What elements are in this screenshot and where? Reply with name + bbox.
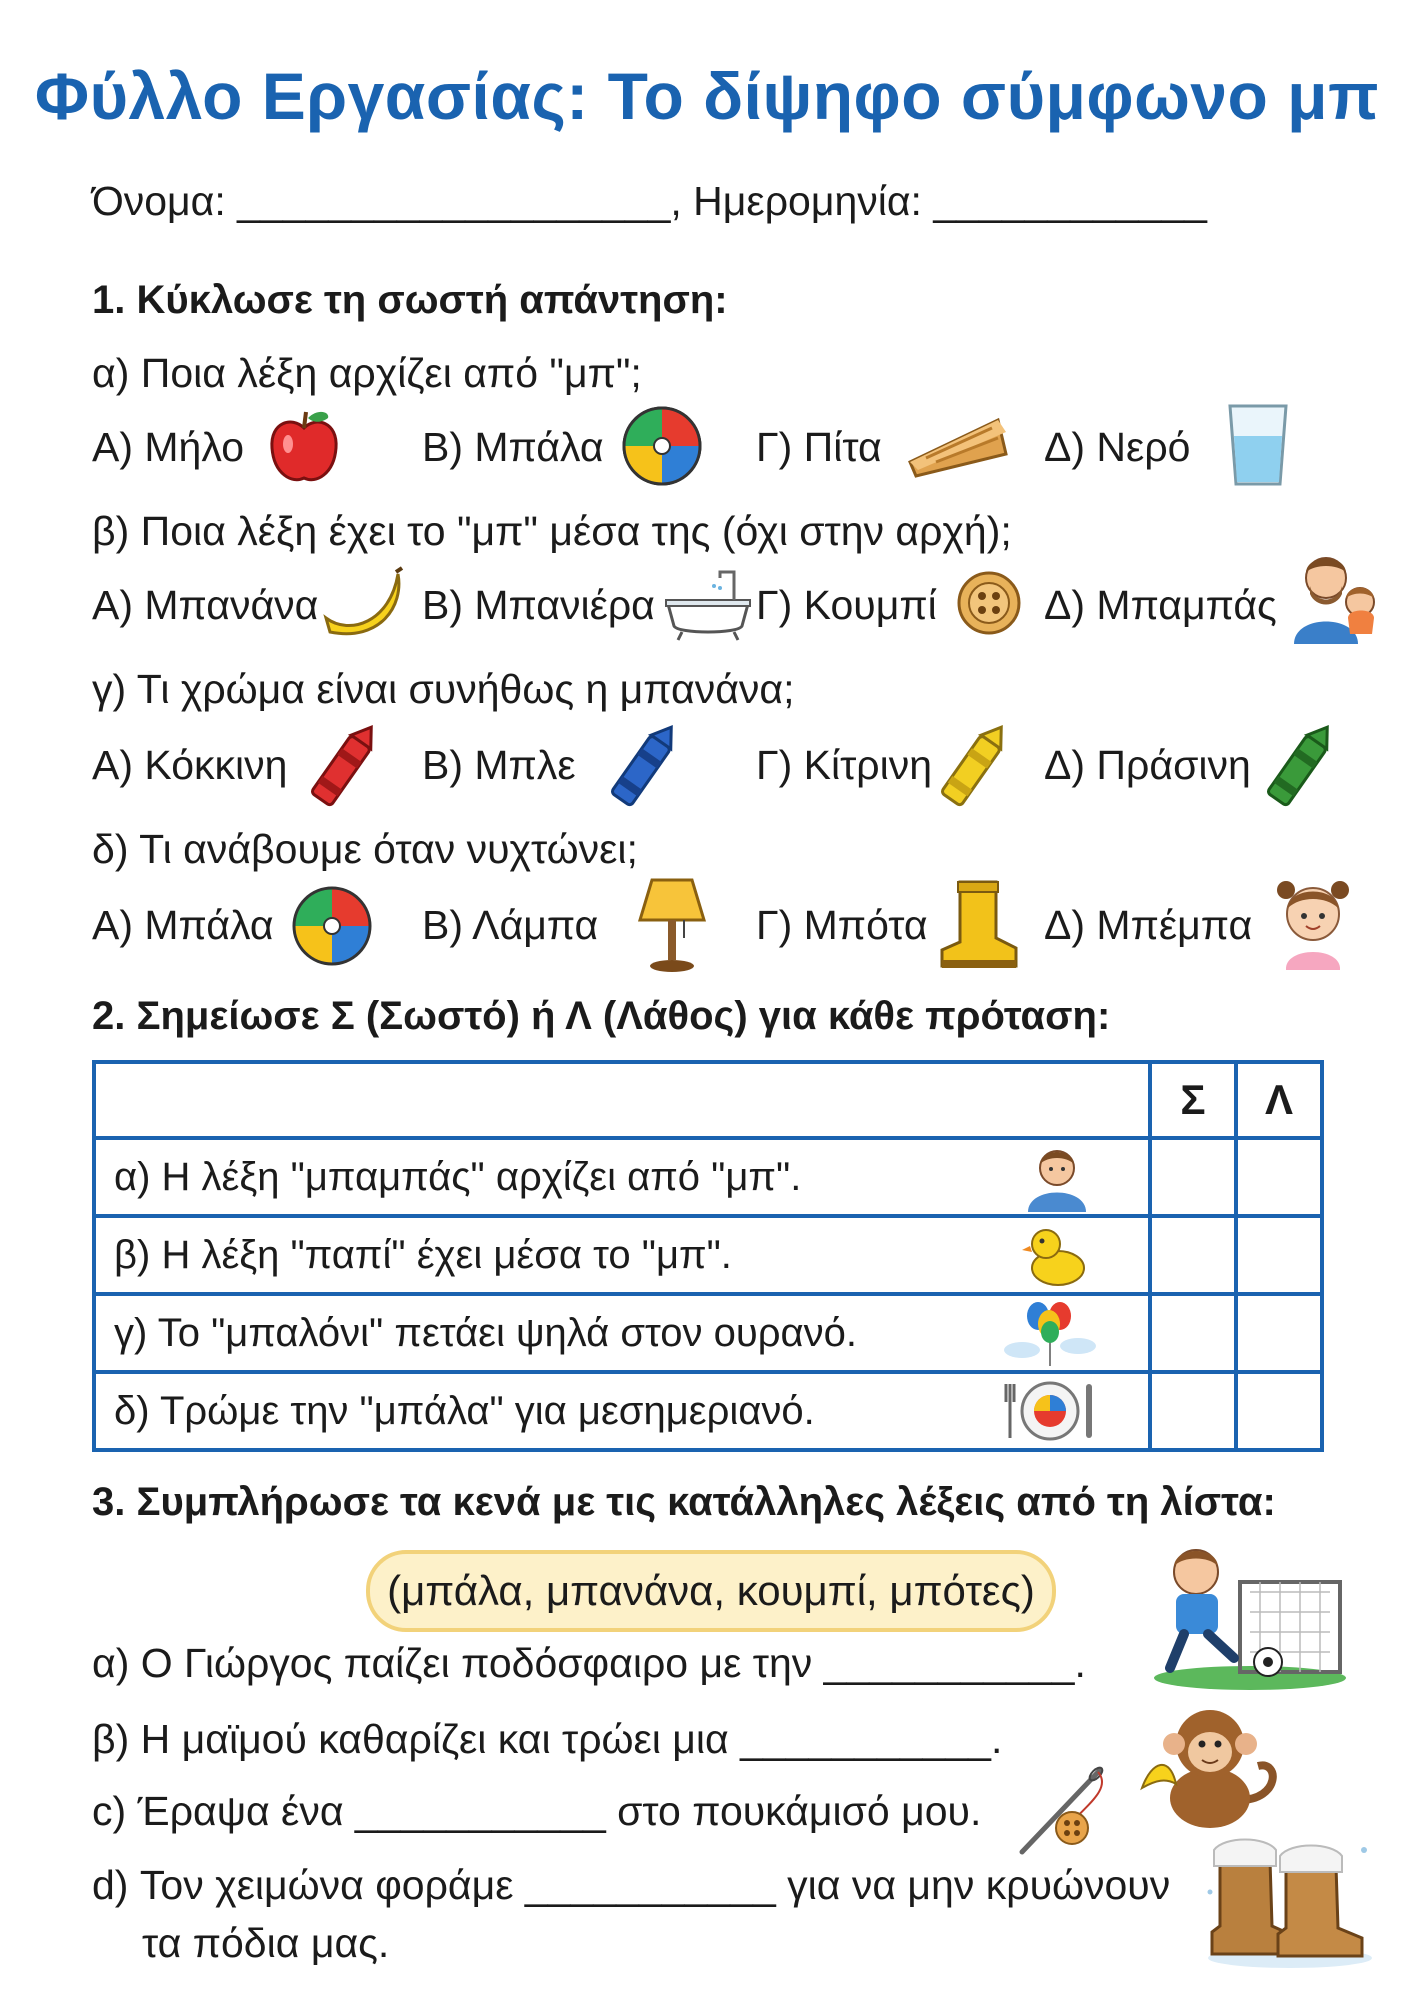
question-d-text: δ) Τι ανάβουμε όταν νυχτώνει; <box>92 826 638 872</box>
false-mark-cell[interactable] <box>1236 1372 1322 1450</box>
q-a-option-a[interactable]: Α) Μήλο <box>92 424 245 470</box>
bathtub-icon <box>664 564 752 644</box>
winter-boots-icon <box>1204 1836 1376 1968</box>
true-false-table <box>92 1060 1324 1452</box>
monkey-banana-icon <box>1130 1700 1280 1830</box>
question-a-text: α) Ποια λέξη αρχίζει από "μπ"; <box>92 350 642 396</box>
man-icon <box>1026 1144 1088 1212</box>
soccer-boy-icon <box>1150 1542 1350 1692</box>
q-c-option-c[interactable]: Γ) Κίτρινη <box>756 742 933 788</box>
q-a-option-c[interactable]: Γ) Πίτα <box>756 424 882 470</box>
section2-heading: 2. Σημείωσε Σ (Σωστό) ή Λ (Λάθος) για κάθε πρόταση: <box>92 994 1111 1038</box>
name-date-line: Όνομα: ___________________, Ημερομηνία: ____________ <box>92 178 1207 224</box>
pie-icon <box>906 410 1010 482</box>
fill-item-b: β) Η μαϊμού καθαρίζει και τρώει μια ___________. <box>92 1716 1003 1762</box>
apple-icon <box>262 404 346 488</box>
true-mark-cell[interactable] <box>1150 1216 1236 1294</box>
q-d-option-a[interactable]: Α) Μπάλα <box>92 902 274 948</box>
beach-ball-icon <box>290 884 374 968</box>
boot-icon <box>936 878 1020 972</box>
table-header-row <box>94 1062 1322 1138</box>
table-row <box>94 1138 1322 1216</box>
question-b-text: β) Ποια λέξη έχει το "μπ" μέσα της (όχι στην αρχή); <box>92 508 1012 554</box>
fill-item-c: c) Έραψα ένα ___________ στο πουκάμισό μου. <box>92 1788 982 1834</box>
q-d-option-c[interactable]: Γ) Μπότα <box>756 902 928 948</box>
table-row <box>94 1216 1322 1294</box>
water-glass-icon <box>1224 400 1292 490</box>
plate-ball-icon <box>1002 1380 1098 1442</box>
statement-cell <box>94 1138 1150 1216</box>
word-bank: (μπάλα, μπανάνα, κουμπί, μπότες) <box>366 1550 1056 1632</box>
false-mark-cell[interactable] <box>1236 1216 1322 1294</box>
beach-ball-icon <box>620 404 704 488</box>
statement-d-text: δ) Τρώμε την "μπάλα" για μεσημεριανό. <box>114 1388 815 1433</box>
q-b-option-b[interactable]: Β) Μπανιέρα <box>422 582 655 628</box>
red-crayon-icon <box>300 722 384 816</box>
fill-item-d-continued: τα πόδια μας. <box>142 1920 390 1966</box>
q-b-option-d[interactable]: Δ) Μπαμπάς <box>1044 582 1277 628</box>
baby-girl-icon <box>1272 876 1354 972</box>
lamp-icon <box>636 874 708 974</box>
true-mark-cell[interactable] <box>1150 1138 1236 1216</box>
button-icon <box>956 570 1022 636</box>
false-column-header: Λ <box>1236 1062 1322 1138</box>
duck-icon <box>1022 1224 1088 1288</box>
blue-crayon-icon <box>600 722 684 816</box>
fill-item-a: α) Ο Γιώργος παίζει ποδόσφαιρο με την ___________. <box>92 1640 1086 1686</box>
table-row <box>94 1294 1322 1372</box>
statement-cell <box>94 1216 1150 1294</box>
section1-heading: 1. Κύκλωσε τη σωστή απάντηση: <box>92 278 728 322</box>
q-b-option-c[interactable]: Γ) Κουμπί <box>756 582 937 628</box>
needle-button-icon <box>1016 1762 1116 1856</box>
q-d-option-b[interactable]: Β) Λάμπα <box>422 902 599 948</box>
false-mark-cell[interactable] <box>1236 1294 1322 1372</box>
section3-heading: 3. Συμπλήρωσε τα κενά με τις κατάλληλες λέξεις από τη λίστα: <box>92 1480 1276 1524</box>
page-title: Φύλλο Εργασίας: Το δίψηφο σύμφωνο μπ <box>34 59 1380 133</box>
banana-icon <box>320 566 406 642</box>
q-a-option-b[interactable]: Β) Μπάλα <box>422 424 604 470</box>
true-mark-cell[interactable] <box>1150 1294 1236 1372</box>
balloons-icon <box>1002 1298 1098 1368</box>
statement-cell <box>94 1294 1150 1372</box>
statement-c-text: γ) Το "μπαλόνι" πετάει ψηλά στον ουρανό. <box>114 1310 858 1355</box>
q-c-option-b[interactable]: Β) Μπλε <box>422 742 576 788</box>
statement-cell <box>94 1372 1150 1450</box>
q-d-option-d[interactable]: Δ) Μπέμπα <box>1044 902 1253 948</box>
statement-a-text: α) Η λέξη "μπαμπάς" αρχίζει από "μπ". <box>114 1154 802 1199</box>
dad-child-icon <box>1290 548 1382 644</box>
green-crayon-icon <box>1256 722 1340 816</box>
question-c-text: γ) Τι χρώμα είναι συνήθως η μπανάνα; <box>92 666 795 712</box>
q-c-option-a[interactable]: Α) Κόκκινη <box>92 742 288 788</box>
fill-item-d: d) Τον χειμώνα φοράμε ___________ για να μην κρυώνουν <box>92 1862 1171 1908</box>
false-mark-cell[interactable] <box>1236 1138 1322 1216</box>
q-b-option-a[interactable]: Α) Μπανάνα <box>92 582 319 628</box>
statement-header <box>94 1062 1150 1138</box>
true-column-header: Σ <box>1150 1062 1236 1138</box>
true-mark-cell[interactable] <box>1150 1372 1236 1450</box>
statement-b-text: β) Η λέξη "παπί" έχει μέσα το "μπ". <box>114 1232 732 1277</box>
q-a-option-d[interactable]: Δ) Νερό <box>1044 424 1191 470</box>
table-row <box>94 1372 1322 1450</box>
q-c-option-d[interactable]: Δ) Πράσινη <box>1044 742 1251 788</box>
yellow-crayon-icon <box>930 722 1014 816</box>
